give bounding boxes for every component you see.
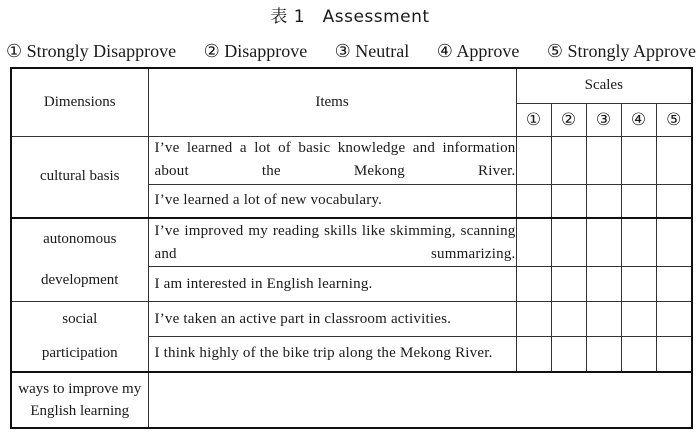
rating-cell[interactable] bbox=[656, 302, 692, 337]
header-row bbox=[11, 68, 692, 103]
rating-cell[interactable] bbox=[516, 136, 551, 184]
improvement-label bbox=[11, 372, 148, 428]
rating-cell[interactable] bbox=[516, 184, 551, 218]
rating-cell[interactable] bbox=[621, 136, 656, 184]
rating-cell[interactable] bbox=[516, 302, 551, 337]
rating-cell[interactable] bbox=[586, 337, 621, 372]
rating-cell[interactable] bbox=[516, 267, 551, 302]
legend-item-strongly-approve: ⑤ Strongly Approve bbox=[546, 40, 696, 61]
rating-cell[interactable] bbox=[621, 337, 656, 372]
rating-cell[interactable] bbox=[621, 302, 656, 337]
rating-cell[interactable] bbox=[621, 184, 656, 218]
rating-cell[interactable] bbox=[551, 136, 586, 184]
rating-cell[interactable] bbox=[656, 218, 692, 267]
legend-item-neutral: ③ Neutral bbox=[334, 40, 410, 61]
rating-cell[interactable] bbox=[621, 267, 656, 302]
rating-cell[interactable] bbox=[551, 184, 586, 218]
item-text: I think highly of the bike trip along the Mekong River. bbox=[148, 337, 516, 372]
dimension-label-line-1: autonomous bbox=[43, 231, 117, 247]
rating-cell[interactable] bbox=[586, 218, 621, 267]
legend-item-disapprove: ② Disapprove bbox=[203, 40, 308, 61]
dimension-social-participation bbox=[11, 302, 148, 372]
rating-cell[interactable] bbox=[551, 267, 586, 302]
table-row bbox=[11, 218, 692, 267]
scale-number-4: ④ bbox=[621, 103, 656, 136]
rating-cell[interactable] bbox=[586, 267, 621, 302]
header-scales: Scales bbox=[516, 68, 692, 103]
dimension-label: cultural basis bbox=[39, 168, 120, 185]
header-dimensions: Dimensions bbox=[11, 68, 148, 136]
rating-cell[interactable] bbox=[656, 267, 692, 302]
table-row bbox=[11, 136, 692, 184]
assessment-table bbox=[10, 67, 693, 429]
dimension-label-line-2: development bbox=[41, 272, 119, 288]
table-title: 表 1 Assessment bbox=[270, 7, 430, 27]
legend-item-approve: ④ Approve bbox=[436, 40, 520, 61]
scale-number-3: ③ bbox=[586, 103, 621, 136]
improvement-row bbox=[11, 372, 692, 428]
dimension-autonomous-development bbox=[11, 218, 148, 302]
rating-cell[interactable] bbox=[551, 218, 586, 267]
improvement-answer-area[interactable] bbox=[148, 372, 692, 428]
improvement-label-line-1: ways to improve my bbox=[18, 380, 142, 397]
rating-cell[interactable] bbox=[551, 302, 586, 337]
rating-cell[interactable] bbox=[516, 218, 551, 267]
rating-cell[interactable] bbox=[586, 184, 621, 218]
rating-cell[interactable] bbox=[586, 136, 621, 184]
dimension-cultural-basis bbox=[11, 136, 148, 218]
scale-number-2: ② bbox=[551, 103, 586, 136]
rating-cell[interactable] bbox=[586, 302, 621, 337]
improvement-label-line-2: English learning bbox=[30, 402, 130, 419]
scale-number-5: ⑤ bbox=[656, 103, 692, 136]
item-text: I’ve taken an active part in classroom activities. bbox=[148, 302, 516, 337]
rating-cell[interactable] bbox=[656, 184, 692, 218]
item-text: I’ve improved my reading skills like skimming, scanning and summarizing. bbox=[148, 218, 516, 267]
item-text: I am interested in English learning. bbox=[148, 267, 516, 302]
dimension-label-line-2: participation bbox=[41, 344, 118, 361]
scale-legend bbox=[6, 38, 696, 64]
rating-cell[interactable] bbox=[551, 337, 586, 372]
scale-number-1: ① bbox=[516, 103, 551, 136]
item-text: I’ve learned a lot of new vocabulary. bbox=[148, 184, 516, 218]
rating-cell[interactable] bbox=[656, 136, 692, 184]
rating-cell[interactable] bbox=[621, 218, 656, 267]
rating-cell[interactable] bbox=[516, 337, 551, 372]
rating-cell[interactable] bbox=[656, 337, 692, 372]
header-items: Items bbox=[148, 68, 516, 136]
table-row bbox=[11, 302, 692, 337]
item-text: I’ve learned a lot of basic knowledge and information about the Mekong River. bbox=[148, 136, 516, 184]
dimension-label-line-1: social bbox=[62, 310, 98, 327]
legend-item-strongly-disapprove: ① Strongly Disapprove bbox=[6, 40, 177, 61]
